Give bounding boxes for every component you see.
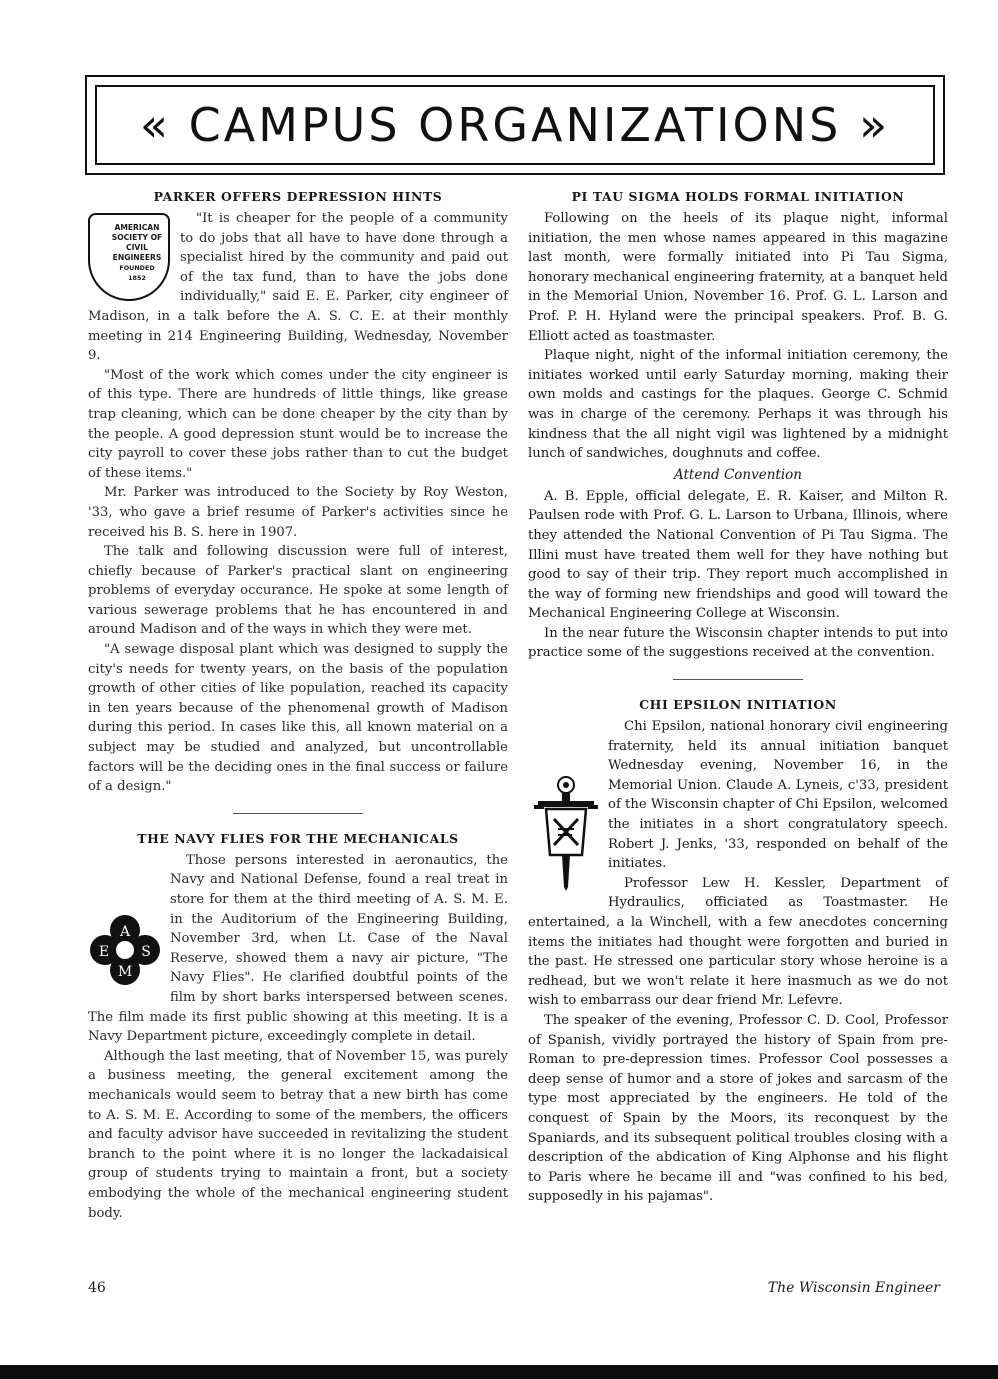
article-paragraph: The speaker of the evening, Professor C. D. Cool, Professor of Spanish, vividly portrayed the history of Spain from pre-Roman to pre-depression times. Professor Cool possesses a deep sense of humor and a store of jokes and sarcasm of the type most appreciated by the engineers. He told of the conquest of Spain by the Moors, its reconquest by the Spaniards, and its subsequent political troubles closing with a description of the abdication of King Alphonse and his flight to Paris where he became ill and "was confined to his bed, supposedly in his pajamas". [528, 1012, 948, 1205]
article-paragraph: Although the last meeting, that of November 15, was purely a business meeting, the general excitement among the mechanicals would seem to betray that a new birth has come to A. S. M. E. According to some of the members, the officers and faculty advisor have succeeded in revitalizing the student branch to the point where it is no longer the lackadaisical group of students trying to maintain a front, but a society embodying the whole of the mechanical engineering student body. [88, 1048, 508, 1221]
emblem-line: SOCIETY OF [111, 233, 163, 242]
article-paragraph: The talk and following discussion were full of interest, chiefly because of Parker's practical slant on engineering problems of everyday occurance. He spoke at some length of various sewerage problems that he has encountered in and around Madison and of the ways in which they were met. [88, 544, 508, 638]
asce-emblem [88, 213, 170, 301]
banner-inner-frame [95, 85, 935, 165]
article-paragraph: "It is cheaper for the people of a community to do jobs that all have to have done through a specialist hired by the community and paid out of the tax fund, than to have the jobs done individually," said E. E. Parker, city engineer of Madison, in a talk before the A. S. C. E. at their monthly meeting in 214 Engineering Building, Wednesday, November 9. [88, 211, 508, 364]
article-paragraph: Plaque night, night of the informal initiation ceremony, the initiates worked until early Saturday morning, making their own molds and castings for the plaques. George C. Schmid was in charge of the ceremony. Perhaps it was through his kindness that the all night vigil was lightened by a midnight lunch of sandwiches, doughnuts and coffee. [528, 348, 948, 462]
emblem-line: CIVIL [126, 243, 148, 252]
page-number: 46 [88, 1280, 106, 1296]
journal-title: The Wisconsin Engineer [767, 1280, 940, 1296]
section-divider [233, 813, 363, 814]
article-heading-parker: PARKER OFFERS DEPRESSION HINTS [153, 189, 443, 204]
article-heading-chi-epsilon: CHI EPSILON INITIATION [639, 697, 837, 713]
article-paragraph: "A sewage disposal plant which was designed to supply the city's needs for twenty years, on the basis of the population growth of other cities of like population, reached its capacity in ten years because of the phenomenal growth of Madison during this period. In cases like this, all known material on a subject may be studied and analyzed, but uncontrollable factors will be the deciding ones in the final success or failure of a design." [88, 642, 508, 795]
article-paragraph: Professor Lew H. Kessler, Department of Hydraulics, officiated as Toastmaster. He entertained, a la Winchell, with a few anecdotes concerning items the initiates had thought were forgotten and buried in the past. He stressed one particular story whose heroine is a redhead, but we won't relate it here inasmuch as we do not wish to embarrass our dear friend Mr. Lefevre. [528, 875, 948, 1009]
section-divider [673, 679, 803, 680]
chi-epsilon-emblem [532, 775, 600, 897]
asme-cloverleaf-icon [88, 913, 162, 987]
article-paragraph: A. B. Epple, official delegate, E. R. Kaiser, and Milton R. Paulsen rode with Prof. G. L. Larson to Urbana, Illinois, where they attended the National Convention of Pi Tau Sigma. The Illini must have treated them well for they have nothing but good to say of their trip. They report much accomplished in the way of forming new friendships and good will toward the Mechanical Engineering College at Wisconsin. [528, 488, 948, 622]
left-column [88, 188, 508, 1223]
emblem-line: 1852 [128, 274, 146, 282]
asce-shield-icon [88, 213, 170, 301]
chi-epsilon-key-icon [532, 775, 600, 893]
asme-letter: A [119, 923, 131, 940]
article-heading-navy: THE NAVY FLIES FOR THE MECHANICALS [137, 830, 459, 846]
article-paragraph: "Most of the work which comes under the city engineer is of this type. There are hundreds of little things, like grease trap cleaning, which can be done cheaper by the city than by the people. A good depression stunt would be to increase the city payroll to cover these jobs rather than to cut the budget of these items." [88, 367, 508, 481]
article-heading-pi-tau-sigma: PI TAU SIGMA HOLDS FORMAL INITIATION [571, 189, 905, 204]
section-banner [85, 75, 945, 175]
banner-title: « CAMPUS ORGANIZATIONS » [139, 98, 891, 152]
article-paragraph: In the near future the Wisconsin chapter intends to put into practice some of the suggestions received at the convention. [528, 625, 948, 661]
article-paragraph: Those persons interested in aeronautics, the Navy and National Defense, found a real treat in store for them at the third meeting of A. S. M. E. in the Auditorium of the Engineering Building, November 3rd, when Lt. Case of the Naval Reserve, showed them a navy air picture, "The Navy Flies". He clarified doubtful points of the film by short barks interspersed between scenes. The film made its first public showing at this meeting. It is a Navy Department picture, exceedingly complete in detail. [88, 852, 508, 1045]
emblem-line: FOUNDED [119, 264, 155, 272]
article-paragraph: Chi Epsilon, national honorary civil engineering fraternity, held its annual initiation banquet Wednesday evening, November 16, in the Memorial Union. Claude A. Lyneis, c'33, president of the Wisconsin chapter of Chi Epsilon, welcomed the initiates in a short congratulatory speech. Robert J. Jenks, '33, responded on behalf of the initiates. [608, 719, 948, 872]
asme-emblem [88, 913, 162, 991]
article-paragraph: Following on the heels of its plaque night, informal initiation, the men whose names appeared in this magazine last month, were formally initiated into Pi Tau Sigma, honorary mechanical engineering fraternity, at a banquet held in the Memorial Union, November 16. Prof. G. L. Larson and Prof. P. H. Hyland were the principal speakers. Prof. B. G. Elliott acted as toastmaster. [528, 211, 948, 344]
asme-letter: M [117, 963, 133, 980]
right-column [528, 188, 948, 1207]
emblem-line: AMERICAN [114, 223, 160, 232]
emblem-line: ENGINEERS [112, 253, 162, 262]
article-subheading: Attend Convention [673, 466, 802, 483]
article-paragraph: Mr. Parker was introduced to the Society by Roy Weston, '33, who gave a brief resume of Parker's activities since he received his B. S. here in 1907. [88, 485, 508, 540]
asme-letter: E [98, 943, 110, 960]
asme-letter: S [141, 943, 151, 960]
scan-edge-bar [0, 1365, 998, 1379]
